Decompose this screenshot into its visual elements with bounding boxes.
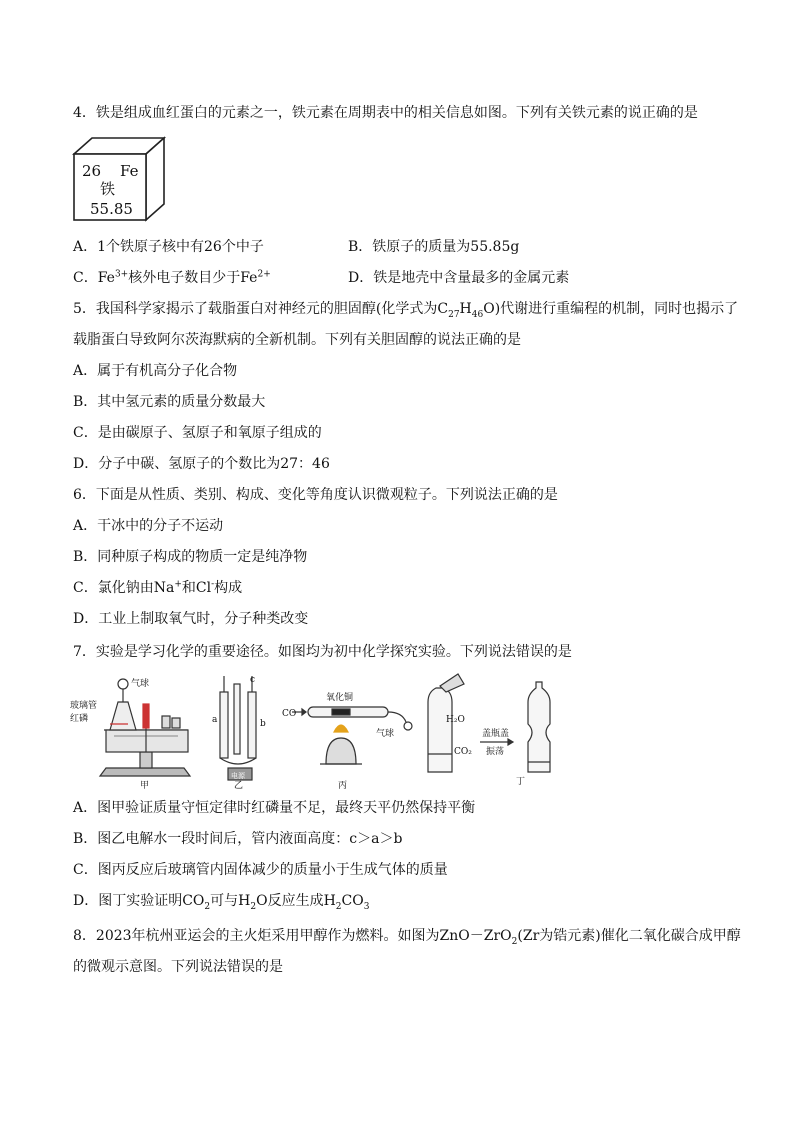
q6-c-sup1: + [174,579,182,590]
q6-option-c [73,579,242,597]
q5-option-d: D．分子中碳、氢原子的个数比为27：46 [73,456,330,472]
q4-stem: 4．铁是组成血红蛋白的元素之一，铁元素在周期表中的相关信息如图。下列有关铁元素的说正确的是 [73,105,698,121]
q6-c-sup2: - [211,579,215,590]
ding-label-cap: 盖瓶盖 [482,729,510,739]
q7-d-s4: 3 [363,901,370,912]
q4-c-prefix: C．Fe [73,270,115,286]
q5-option-c: C．是由碳原子、氢原子和氧原子组成的 [73,425,322,441]
element-mass: 55.85 [90,200,133,218]
q6-c-b: 和Cl [181,580,212,596]
yi-label-a: a [212,715,218,725]
q7-d-s3: 2 [335,901,342,912]
q7-d-d: CO [341,893,364,909]
q4-option-a: A．1个铁原子核中有26个中子 [73,239,264,255]
q7-experiment-figure [70,672,580,790]
q7-option-b: B．图乙电解水一段时间后，管内液面高度：c＞a＞b [73,831,403,847]
q6-option-d: D．工业上制取氧气时，分子种类改变 [73,611,309,627]
q8-stem-line1 [73,927,741,945]
ding-label-water: H₂O [446,715,465,725]
bing-label-co: CO [282,709,297,719]
yi-label-power: 电源 [231,772,245,780]
fig-jia-balance [100,679,190,776]
caption-ding: 丁 [516,777,526,787]
q7-d-s2: 2 [250,901,257,912]
q4-option-c [73,269,271,287]
jia-label-red-phosphorus: 红磷 [70,714,89,724]
q6-c-c: 构成 [214,580,243,596]
q4-c-mid: 核外电子数目少于Fe [128,270,258,286]
q8-l1s: 2 [511,936,518,947]
q5-option-b: B．其中氢元素的质量分数最大 [73,394,266,410]
q4-c-sup1: 3+ [114,269,129,280]
bing-label-copper-oxide: 氧化铜 [326,693,354,703]
q7-option-a: A．图甲验证质量守恒定律时红磷量不足，最终天平仍然保持平衡 [73,800,476,816]
q5-l1c: O)代谢进行重编程的机制，同时也揭示了 [483,301,739,317]
q7-d-s1: 2 [204,901,211,912]
jia-label-balloon: 气球 [131,679,150,689]
q7-stem: 7．实验是学习化学的重要途径。如图均为初中化学探究实验。下列说法错误的是 [73,644,572,660]
q7-d-a: D．图丁实验证明CO [73,893,205,909]
iron-element-box [72,136,167,224]
q5-option-a: A．属于有机高分子化合物 [73,363,238,379]
caption-bing: 丙 [338,781,348,790]
q5-l1a: 5．我国科学家揭示了载脂蛋白对神经元的胆固醇(化学式为C [73,301,449,317]
q8-l1b: (Zr为锆元素)催化二氧化碳合成甲醇 [517,928,741,944]
q6-option-a: A．干冰中的分子不运动 [73,518,224,534]
q8-l1a: 8．2023年杭州亚运会的主火炬采用甲醇作为燃料。如图为ZnO－ZrO [73,928,512,944]
caption-yi: 乙 [234,781,244,790]
q4-option-d: D．铁是地壳中含量最多的金属元素 [348,270,570,286]
bing-label-balloon: 气球 [376,729,395,739]
jia-label-glass-tube: 玻璃管 [70,701,98,711]
ding-label-co2: CO₂ [454,747,472,757]
q4-option-b: B．铁原子的质量为55.85g [348,239,520,255]
caption-jia: 甲 [140,781,150,790]
q5-stem-line2: 载脂蛋白导致阿尔茨海默病的全新机制。下列有关胆固醇的说法正确的是 [73,332,521,348]
q5-l1s2: 46 [471,309,484,320]
ding-label-shake: 振荡 [486,747,505,757]
element-name: 铁 [100,180,116,198]
q7-option-c: C．图丙反应后玻璃管内固体减少的质量小于生成气体的质量 [73,862,448,878]
yi-label-c: c [250,675,256,685]
element-number: 26 [82,162,102,180]
yi-label-b: b [260,719,266,729]
q5-l1b: H [459,301,472,317]
q5-l1s1: 27 [448,309,460,320]
q7-d-c: O反应生成H [256,893,336,909]
fig-yi-electrolysis [220,676,256,780]
q4-c-sup2: 2+ [257,269,271,280]
q6-c-a: C．氯化钠由Na [73,580,175,596]
q7-option-d [73,892,369,910]
q7-d-b: 可与H [210,893,251,909]
element-symbol: Fe [120,162,139,180]
q6-option-b: B．同种原子构成的物质一定是纯净物 [73,549,308,565]
q8-stem-line2: 的微观示意图。下列说法错误的是 [73,959,283,975]
q6-stem: 6．下面是从性质、类别、构成、变化等角度认识微观粒子。下列说法正确的是 [73,487,558,503]
q5-stem-line1 [73,300,738,318]
